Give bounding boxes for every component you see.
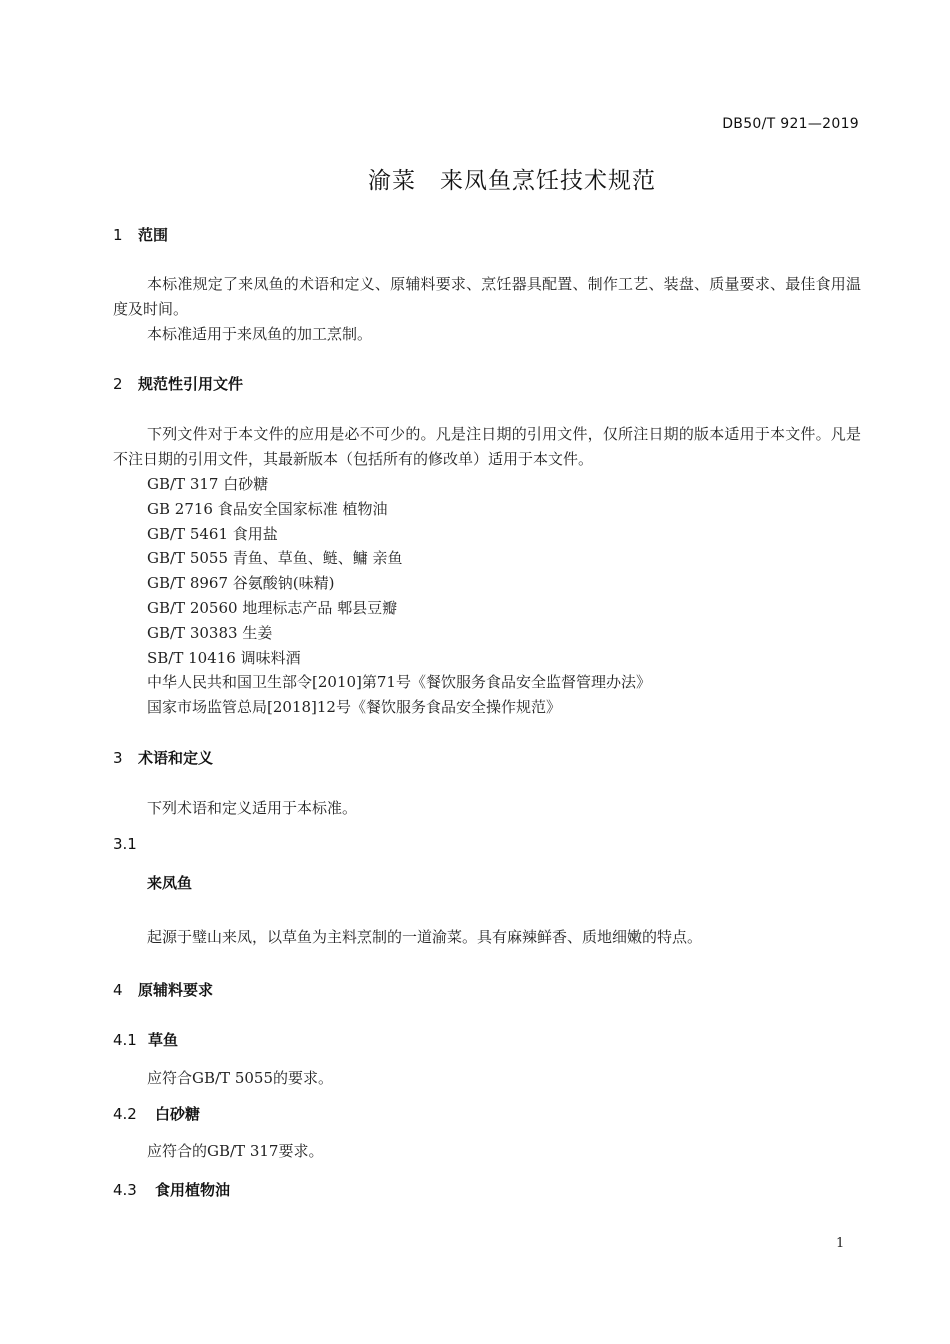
section-4-heading: 4 原辅料要求 [113, 981, 214, 999]
reference-item: GB/T 5461 食用盐 [147, 524, 278, 543]
section-4-1-heading: 4.1 草鱼 [113, 1031, 179, 1049]
reference-item: GB/T 20560 地理标志产品 郫县豆瓣 [147, 598, 398, 617]
page-number: 1 [836, 1236, 845, 1251]
page-title [0, 162, 950, 195]
reference-item: GB/T 5055 青鱼、草鱼、鲢、鳙 亲鱼 [147, 549, 403, 568]
section-4-2-text: 应符合的GB/T 317要求。 [147, 1142, 324, 1160]
section-3-1-number: 3.1 [113, 835, 137, 853]
section-1-heading: 1 范围 [113, 226, 169, 244]
reference-item: GB/T 8967 谷氨酸钠(味精) [147, 574, 335, 593]
reference-item: 中华人民共和国卫生部令[2010]第71号《餐饮服务食品安全监督管理办法》 [147, 673, 651, 692]
section-2-intro: 下列文件对于本文件的应用是必不可少的。凡是注日期的引用文件，仅所注日期的版本适用于本文件。凡是不注日期的引用文件，其最新版本（包括所有的修改单）适用于本文件。 [113, 425, 861, 468]
term-name: 来凤鱼 [147, 874, 193, 892]
reference-item: GB/T 317 白砂糖 [147, 475, 269, 493]
title-main: 来凤鱼烹饪技术规范 [440, 168, 656, 194]
section-1-paragraph-2: 本标准适用于来凤鱼的加工烹制。 [147, 325, 373, 343]
section-3-heading: 3 术语和定义 [113, 749, 214, 767]
reference-item: 国家市场监管总局[2018]12号《餐饮服务食品安全操作规范》 [147, 698, 561, 717]
section-3-intro: 下列术语和定义适用于本标准。 [147, 799, 358, 817]
section-2-heading: 2 规范性引用文件 [113, 375, 244, 393]
section-1-paragraph-1: 本标准规定了来凤鱼的术语和定义、原辅料要求、烹饪器具配置、制作工艺、装盘、质量要求、最佳食用温度及时间。 [113, 275, 861, 318]
section-4-2-heading: 4.2 白砂糖 [113, 1105, 201, 1123]
reference-list [147, 472, 651, 720]
reference-item: GB 2716 食品安全国家标准 植物油 [147, 499, 388, 518]
title-prefix: 渝菜 [368, 168, 416, 194]
section-4-3-heading: 4.3 食用植物油 [113, 1181, 231, 1199]
section-4-1-text: 应符合GB/T 5055的要求。 [147, 1069, 334, 1087]
document-id: DB50/T 921—2019 [722, 116, 859, 132]
reference-item: SB/T 10416 调味料酒 [147, 648, 301, 667]
term-definition: 起源于璧山来凤，以草鱼为主料烹制的一道渝菜。具有麻辣鲜香、质地细嫩的特点。 [147, 928, 703, 946]
reference-item: GB/T 30383 生姜 [147, 623, 273, 642]
